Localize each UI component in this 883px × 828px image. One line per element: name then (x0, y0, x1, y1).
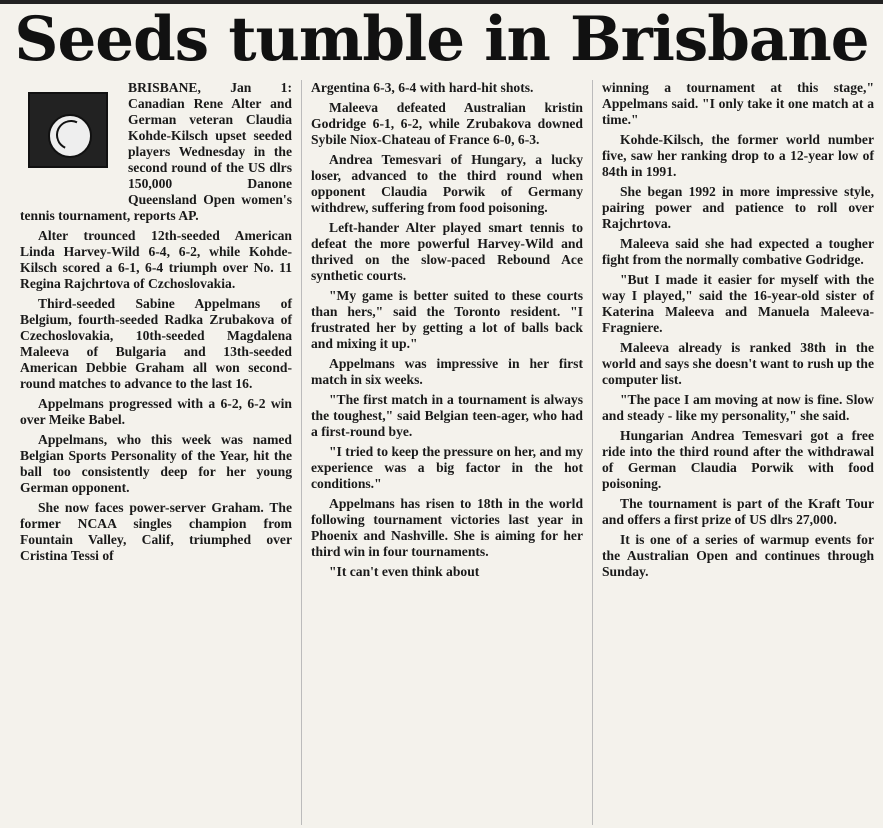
paragraph: She began 1992 in more impressive style, pairing power and patience to roll over Rajchrtova. (602, 184, 874, 231)
paragraph: "I tried to keep the pressure on her, and my experience was a big factor in the hot conditions." (311, 444, 583, 491)
paragraph: Kohde-Kilsch, the former world number five, saw her ranking drop to a 12-year low of 84th in 1991. (602, 132, 874, 179)
paragraph: Andrea Temesvari of Hungary, a lucky loser, advanced to the third round when opponent Claudia Porwik of Germany withdrew, suffering from food poisoning. (311, 152, 583, 215)
article-column-1 (20, 80, 292, 568)
column-divider (592, 80, 593, 825)
paragraph: She now faces power-server Graham. The former NCAA singles champion from Fountain Valley, Calif, triumphed over Cristina Tessi of (20, 500, 292, 563)
paragraph: winning a tournament at this stage," Appelmans said. "I only take it one match at a time." (602, 80, 874, 127)
paragraph: "The pace I am moving at now is fine. Slow and steady - like my personality," she said. (602, 392, 874, 423)
paragraph: Third-seeded Sabine Appelmans of Belgium, fourth-seeded Radka Zrubakova of Czechoslovakia, 10th-seeded Magdalena Maleeva of Bulgaria and 13th-seeded American Debbie Graham all won second-round matches to advance to the last 16. (20, 296, 292, 391)
paragraph: Alter trounced 12th-seeded American Linda Harvey-Wild 6-4, 6-2, while Kohde-Kilsch scored a 6-1, 6-4 triumph over No. 11 Regina Rajchrtova of Czchoslovakia. (20, 228, 292, 291)
paragraph: BRISBANE, Jan 1: Canadian Rene Alter and German veteran Claudia Kohde-Kilsch upset seeded players Wednesday in the second round of the US dlrs 150,000 Danone Queensland Open women's tennis tournament, reports AP. (20, 80, 292, 223)
paragraph: "The first match in a tournament is always the toughest," said Belgian teen-ager, who had a first-round bye. (311, 392, 583, 439)
paragraph: Hungarian Andrea Temesvari got a free ride into the third round after the withdrawal of German Claudia Porwik with food poisoning. (602, 428, 874, 491)
paragraph: Appelmans has risen to 18th in the world following tournament victories last year in Phoenix and Nashville. She is aiming for her third win in four tournaments. (311, 496, 583, 559)
paragraph: Appelmans, who this week was named Belgian Sports Personality of the Year, hit the ball too consistently deep for her young German opponent. (20, 432, 292, 495)
paragraph: Argentina 6-3, 6-4 with hard-hit shots. (311, 80, 534, 95)
paragraph: Maleeva already is ranked 38th in the world and says she doesn't want to rush up the computer list. (602, 340, 874, 387)
paragraph: "But I made it easier for myself with the way I played," said the 16-year-old sister of Katerina Maleeva and Manuela Maleeva-Fragniere. (602, 272, 874, 335)
paragraph: Maleeva defeated Australian kristin Godridge 6-1, 6-2, while Zrubakova downed Sybile Niox-Chateau of France 6-0, 6-3. (311, 100, 583, 147)
paragraph: Appelmans was impressive in her first match in six weeks. (311, 356, 583, 387)
article-column-3 (602, 80, 874, 584)
paragraph: Left-hander Alter played smart tennis to defeat the more powerful Harvey-Wild and thrived on the slow-paced Rebound Ace synthetic courts. (311, 220, 583, 283)
paragraph: It is one of a series of warmup events for the Australian Open and continues through Sunday. (602, 532, 874, 579)
headline: Seeds tumble in Brisbane (14, 4, 869, 75)
column-divider (301, 80, 302, 825)
paragraph: "My game is better suited to these courts than hers," said the Toronto resident. "I frustrated her by getting a lot of balls back and mixing it up." (311, 288, 583, 351)
article-column-2 (311, 80, 583, 584)
paragraph: The tournament is part of the Kraft Tour and offers a first prize of US dlrs 27,000. (602, 496, 874, 527)
paragraph: "It can't even think about (329, 564, 480, 579)
paragraph: Maleeva said she had expected a tougher fight from the normally combative Godridge. (602, 236, 874, 267)
tennis-ball-icon (20, 82, 116, 194)
paragraph: Appelmans progressed with a 6-2, 6-2 win over Meike Babel. (20, 396, 292, 427)
